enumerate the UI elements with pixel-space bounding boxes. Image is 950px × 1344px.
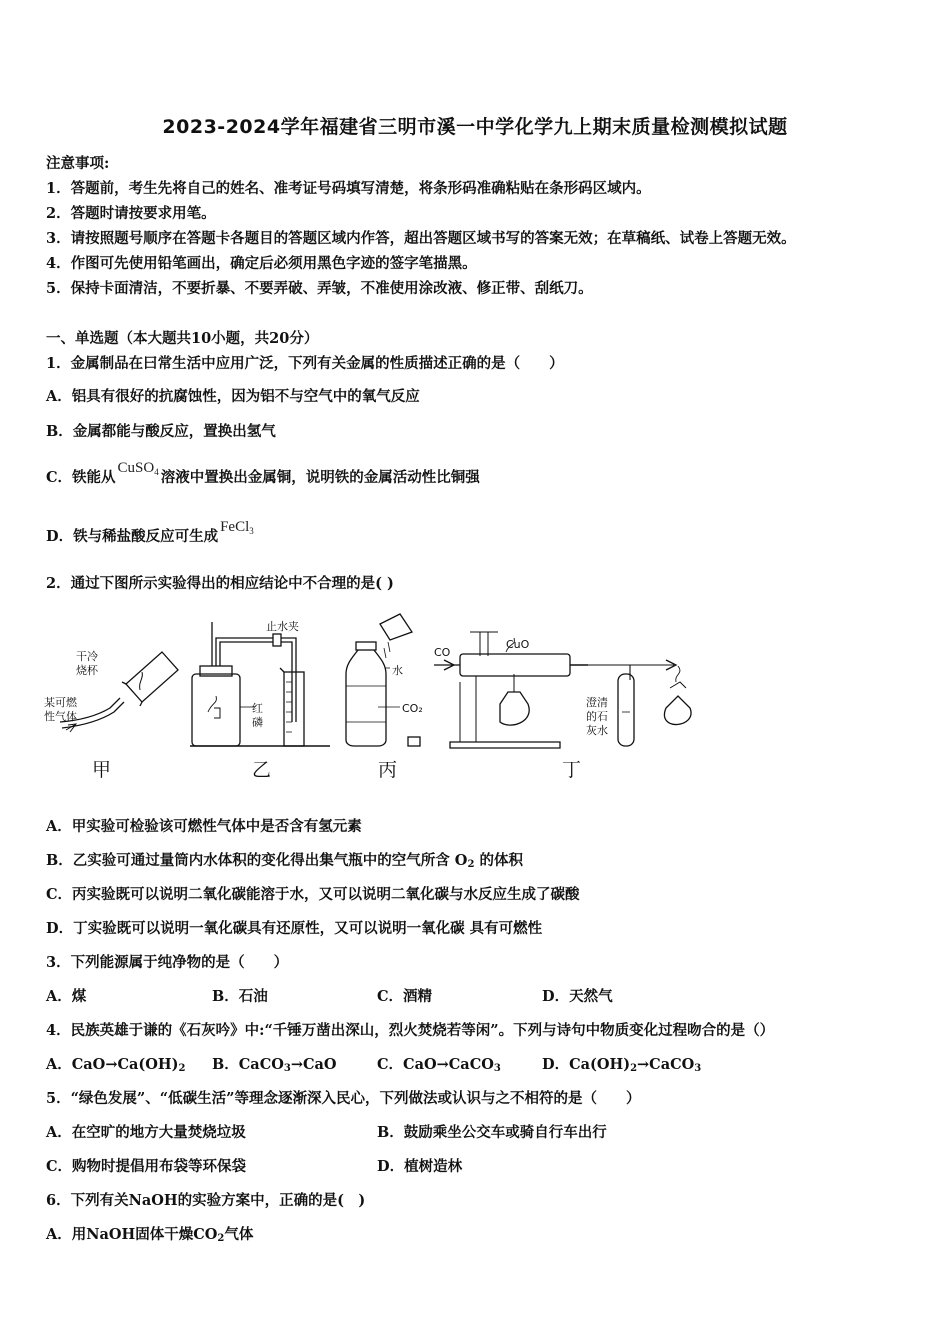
question-2-option-d: D．丁实验既可以说明一氧化碳具有还原性，又可以说明一氧化碳 具有可燃性 — [46, 920, 543, 937]
question-4-option-b — [212, 1053, 337, 1074]
question-1-option-d — [46, 519, 256, 546]
q2-b-prefix: B．乙实验可通过量筒内水体积的变化得出集气瓶中的空气所含 O — [46, 852, 468, 869]
q4-c-sub: 3 — [493, 1063, 501, 1074]
formula-cuso4 — [118, 460, 159, 476]
q2-b-suffix: 的体积 — [474, 852, 523, 869]
question-5-option-d: D．植树造林 — [377, 1158, 463, 1175]
question-1-stem: 1．金属制品在曰常生活中应用广泛，下列有关金属的性质描述正确的是（ ） — [46, 355, 564, 372]
question-3-option-b: B．石油 — [212, 988, 268, 1005]
question-2-stem: 2．通过下图所示实验得出的相应结论中不合理的是( ) — [46, 575, 394, 592]
formula-fecl3-sub: 3 — [249, 526, 254, 536]
notes-item-3: 3．请按照题号顺序在答题卡各题目的答题区域内作答，超出答题区域书写的答案无效；在草稿纸、试卷上答题无效。 — [46, 230, 796, 247]
apparatus-bing — [346, 614, 420, 746]
experiment-figure — [40, 612, 740, 790]
q4-a-sub: 2 — [178, 1063, 186, 1074]
question-3-option-a: A．煤 — [46, 988, 87, 1005]
label-ding-4: 的石 — [586, 710, 608, 723]
question-5-stem: 5．“绿色发展”、“低碳生活”等理念逐渐深入民心，下列做法或认识与之不相符的是（ ） — [46, 1090, 641, 1107]
label-ding-1: CO — [434, 646, 451, 659]
notes-heading: 注意事项: — [46, 155, 110, 172]
q4-a-text: A．CaO→Ca(OH) — [46, 1056, 179, 1073]
q4-d-sub2: 3 — [694, 1063, 702, 1074]
question-2-option-b — [46, 849, 523, 870]
option-c-prefix: C．铁能从 — [46, 469, 116, 486]
experiment-diagram — [40, 612, 740, 790]
question-1-option-c — [46, 460, 480, 487]
apparatus-ding — [434, 632, 691, 748]
q4-d-mid: →CaCO — [637, 1056, 695, 1073]
question-1-option-b: B．金属都能与酸反应，置换出氢气 — [46, 423, 276, 440]
question-5-option-c: C．购物时提倡用布袋等环保袋 — [46, 1158, 247, 1175]
formula-cuso4-sub: 4 — [154, 467, 159, 477]
q6-a-text: A．用NaOH固体干燥CO — [46, 1226, 218, 1243]
q2-b-sub: 2 — [467, 859, 475, 870]
notes-item-5: 5．保持卡面清洁，不要折暴、不要弄破、弄皱，不准使用涂改液、修正带、刮纸刀。 — [46, 280, 593, 297]
question-3-option-d: D．天然气 — [542, 988, 613, 1005]
q6-a-suffix: 气体 — [224, 1226, 254, 1243]
label-jia-3: 某可燃 — [44, 696, 77, 709]
question-5-option-a: A．在空旷的地方大量焚烧垃圾 — [46, 1124, 246, 1141]
label-ding-5: 灰水 — [586, 724, 608, 737]
question-6-stem: 6．下列有关NaOH的实验方案中，正确的是( ) — [46, 1192, 366, 1209]
question-2-option-a: A．甲实验可检验该可燃性气体中是否含有氢元素 — [46, 818, 362, 835]
label-yi-1: 止水夹 — [266, 620, 299, 633]
label-jia-2: 烧杯 — [76, 664, 98, 677]
label-yi-3: 磷 — [252, 716, 263, 729]
caption-yi: 乙 — [252, 759, 272, 781]
caption-jia: 甲 — [92, 759, 112, 781]
q4-c-text: C．CaO→CaCO — [377, 1056, 494, 1073]
label-ding-3: 澄清 — [586, 696, 608, 709]
question-3-stem: 3．下列能源属于纯净物的是（ ） — [46, 954, 289, 971]
question-4-option-d — [542, 1053, 701, 1074]
formula-fecl3-base: FeCl — [220, 519, 250, 535]
question-1-option-a: A．铝具有很好的抗腐蚀性，因为铝不与空气中的氧气反应 — [46, 388, 420, 405]
q4-d-text: D．Ca(OH) — [542, 1056, 631, 1073]
page-title: 2023-2024学年福建省三明市溪一中学化学九上期末质量检测模拟试题 — [162, 116, 788, 138]
q6-a-sub: 2 — [217, 1233, 225, 1244]
label-yi-2: 红 — [252, 702, 263, 715]
notes-item-1: 1．答题前，考生先将自己的姓名、准考证号码填写清楚，将条形码准确粘贴在条形码区域内。 — [46, 180, 651, 197]
question-4-option-c — [377, 1053, 501, 1074]
q4-d-sub1: 2 — [630, 1063, 638, 1074]
question-4-stem: 4．民族英雄于谦的《石灰吟》中:“千锤万凿出深山，烈火焚烧若等闲”。下列与诗句中物质变化过程吻合的是（） — [46, 1022, 775, 1039]
question-5-option-b: B．鼓励乘坐公交车或骑自行车出行 — [377, 1124, 607, 1141]
formula-fecl3 — [220, 519, 254, 535]
label-ding-2: CuO — [506, 638, 530, 651]
notes-item-4: 4．作图可先使用铅笔画出，确定后必须用黑色字迹的签字笔描黑。 — [46, 255, 477, 272]
option-d-prefix: D．铁与稀盐酸反应可生成 — [46, 528, 219, 545]
question-2-option-c: C．丙实验既可以说明二氧化碳能溶于水，又可以说明二氧化碳与水反应生成了碳酸 — [46, 886, 580, 903]
label-bing-1: 水 — [392, 664, 403, 677]
section-heading: 一、单选题（本大题共10小题，共20分） — [46, 330, 319, 347]
label-jia-4: 性气体 — [44, 710, 77, 723]
label-bing-2: CO₂ — [402, 702, 423, 715]
question-3-option-c: C．酒精 — [377, 988, 433, 1005]
question-4-option-a — [46, 1053, 185, 1074]
caption-bing: 丙 — [378, 759, 398, 781]
option-c-suffix: 溶液中置换出金属铜，说明铁的金属活动性比铜强 — [160, 469, 480, 486]
notes-item-2: 2．答题时请按要求用笔。 — [46, 205, 216, 222]
q4-b-sub: 3 — [283, 1063, 291, 1074]
label-jia-1: 干冷 — [76, 650, 98, 663]
q4-b-suffix: →CaO — [290, 1056, 337, 1073]
question-6-option-a — [46, 1223, 253, 1244]
q4-b-text: B．CaCO — [212, 1056, 284, 1073]
formula-cuso4-base: CuSO — [117, 460, 155, 476]
caption-ding: 丁 — [562, 759, 582, 781]
